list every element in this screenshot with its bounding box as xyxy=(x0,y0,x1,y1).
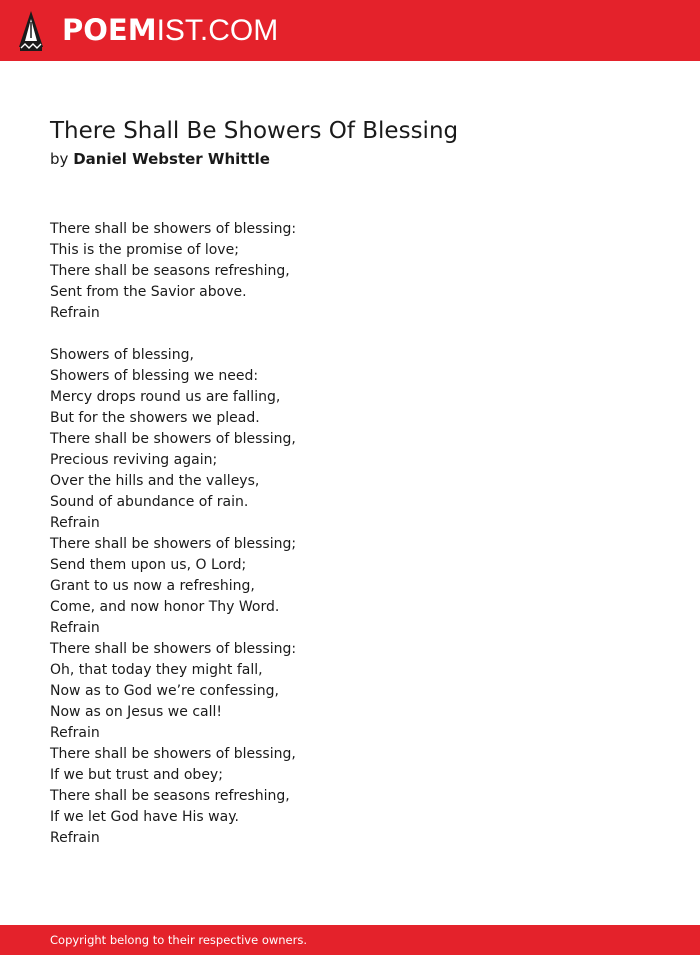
logo-strong-text: POEM xyxy=(62,13,157,47)
poem-line: There shall be showers of blessing, xyxy=(50,431,296,447)
poem-line: Sent from the Savior above. xyxy=(50,284,247,300)
poem-line: There shall be showers of blessing: xyxy=(50,221,297,237)
site-logo[interactable] xyxy=(62,13,278,48)
poem-line: Grant to us now a refreshing, xyxy=(50,578,255,594)
poem-byline xyxy=(50,148,270,170)
by-label: by xyxy=(50,150,69,168)
poem-line: There shall be showers of blessing: xyxy=(50,641,297,657)
poem-line: Precious reviving again; xyxy=(50,452,218,468)
poem-stanza xyxy=(50,219,650,324)
poem-author: Daniel Webster Whittle xyxy=(73,150,270,168)
poem-body xyxy=(50,219,650,849)
poem-line: Refrain xyxy=(50,620,100,636)
poem-line: Over the hills and the valleys, xyxy=(50,473,260,489)
poem-line: Refrain xyxy=(50,725,100,741)
poem-line: There shall be seasons refreshing, xyxy=(50,788,290,804)
poem-line: But for the showers we plead. xyxy=(50,410,260,426)
poem-line: Come, and now honor Thy Word. xyxy=(50,599,280,615)
poem-line: If we but trust and obey; xyxy=(50,767,223,783)
poem-line: Now as on Jesus we call! xyxy=(50,704,222,720)
poem-line: If we let God have His way. xyxy=(50,809,239,825)
poem-line: There shall be seasons refreshing, xyxy=(50,263,290,279)
poem-line: This is the promise of love; xyxy=(50,242,239,258)
poem-stanza xyxy=(50,345,650,849)
poem-line: Mercy drops round us are falling, xyxy=(50,389,281,405)
pen-nib-icon[interactable] xyxy=(18,10,44,52)
poem-line: There shall be showers of blessing, xyxy=(50,746,296,762)
stanza-gap xyxy=(50,324,650,345)
poem-line: Refrain xyxy=(50,830,100,846)
poem-line: There shall be showers of blessing; xyxy=(50,536,297,552)
poem-title: There Shall Be Showers Of Blessing xyxy=(50,118,459,144)
poem-line: Showers of blessing we need: xyxy=(50,368,259,384)
site-footer xyxy=(0,925,700,955)
copyright-notice: Copyright belong to their respective owners. xyxy=(50,933,308,947)
poem-line: Sound of abundance of rain. xyxy=(50,494,249,510)
logo-light-text: IST.COM xyxy=(156,14,279,47)
poem-line: Showers of blessing, xyxy=(50,347,194,363)
site-header xyxy=(0,0,700,61)
poem-line: Refrain xyxy=(50,515,100,531)
poem-line: Refrain xyxy=(50,305,100,321)
poem-line: Now as to God we’re confessing, xyxy=(50,683,279,699)
poem-line: Send them upon us, O Lord; xyxy=(50,557,247,573)
poem-line: Oh, that today they might fall, xyxy=(50,662,263,678)
